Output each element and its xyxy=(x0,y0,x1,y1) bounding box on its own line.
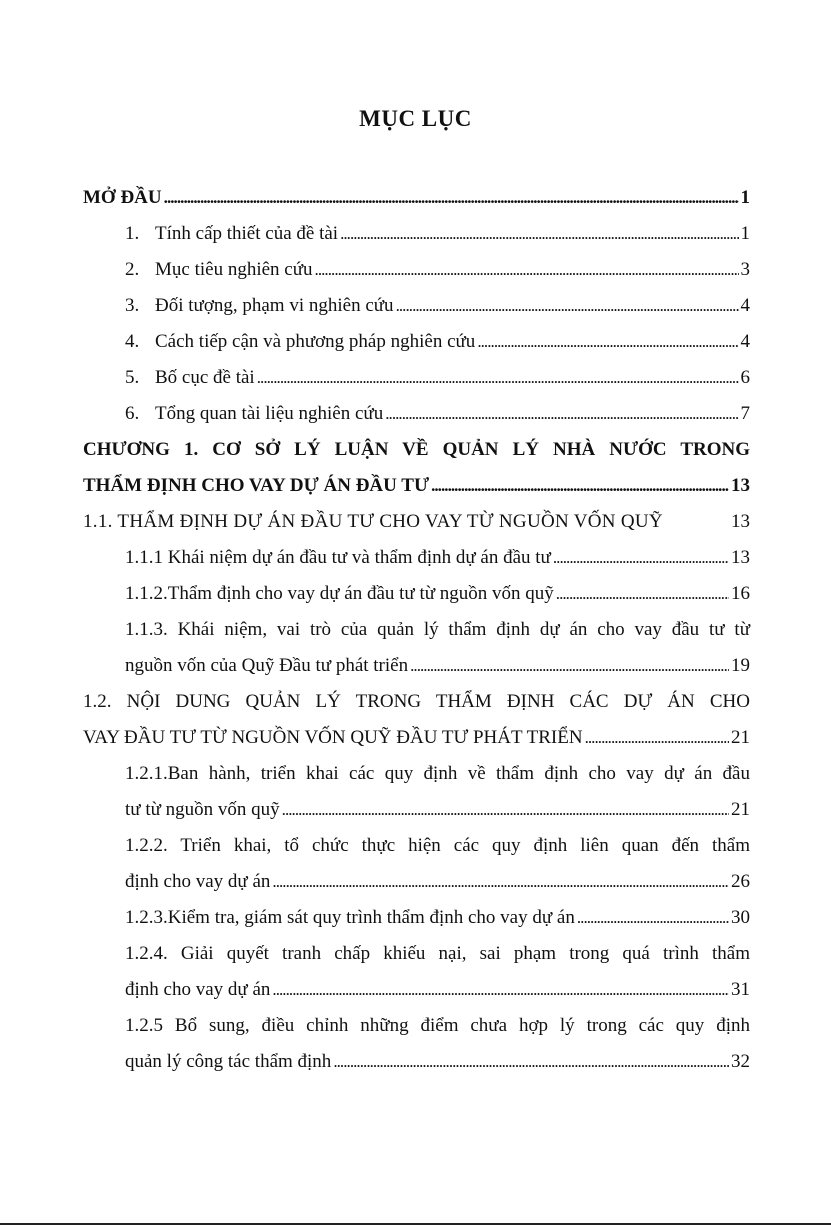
toc-entry-intro-1[interactable] xyxy=(83,216,750,252)
dot-leader xyxy=(431,468,729,504)
table-of-contents xyxy=(83,180,750,1080)
toc-page-number: 13 xyxy=(731,475,750,496)
toc-entry-number: 3. xyxy=(125,295,140,316)
toc-section-1-2-4[interactable] xyxy=(83,972,750,1008)
toc-entry-text: Cách tiếp cận và phương pháp nghiên cứu xyxy=(155,331,476,352)
page-title: MỤC LỤC xyxy=(359,106,472,131)
toc-entry-text: MỞ ĐẦU xyxy=(83,187,162,208)
toc-page-number: 30 xyxy=(731,907,750,928)
toc-entry-intro[interactable] xyxy=(83,180,750,216)
toc-entry-text: Đối tượng, phạm vi nghiên cứu xyxy=(155,295,394,316)
toc-page-number: 3 xyxy=(740,259,750,280)
toc-section-1-2-4-line1[interactable]: 1.2.4. Giải quyết tranh chấp khiếu nại, sai phạm trong quá trình thẩm xyxy=(125,943,750,964)
toc-section-1-1[interactable] xyxy=(83,504,750,540)
dot-leader xyxy=(577,900,729,936)
dot-leader xyxy=(257,360,739,396)
dot-leader xyxy=(477,324,738,360)
dot-leader xyxy=(396,288,739,324)
toc-entry-number: 6. xyxy=(125,403,140,424)
page-bottom-border xyxy=(0,1223,831,1225)
toc-entry-text: 1.1.2.Thẩm định cho vay dự án đầu tư từ nguồn vốn quỹ xyxy=(125,583,554,604)
toc-section-1-2-line1[interactable]: 1.2. NỘI DUNG QUẢN LÝ TRONG THẨM ĐỊNH CÁC DỰ ÁN CHO xyxy=(83,691,750,712)
toc-entry-intro-6[interactable] xyxy=(83,396,750,432)
toc-section-1-2-2-line1[interactable]: 1.2.2. Triển khai, tổ chức thực hiện các quy định liên quan đến thẩm xyxy=(125,835,750,856)
dot-leader xyxy=(553,540,729,576)
toc-entry-text: định cho vay dự án xyxy=(125,871,271,892)
toc-entry-text: 1.1. THẨM ĐỊNH DỰ ÁN ĐẦU TƯ CHO VAY TỪ NGUỒN VỐN QUỸ xyxy=(83,511,663,532)
toc-entry-text: quản lý công tác thẩm định xyxy=(125,1051,332,1072)
toc-entry-number: 2. xyxy=(125,259,140,280)
toc-entry-text: Mục tiêu nghiên cứu xyxy=(155,259,313,280)
dot-leader xyxy=(585,720,729,756)
toc-page-number: 1 xyxy=(740,187,750,208)
toc-page-number: 13 xyxy=(731,511,750,532)
toc-chapter-1[interactable] xyxy=(83,468,750,504)
toc-page-number: 6 xyxy=(740,367,750,388)
toc-page-number: 7 xyxy=(740,403,750,424)
toc-page-number: 21 xyxy=(731,799,750,820)
toc-chapter-1-line1[interactable]: CHƯƠNG 1. CƠ SỞ LÝ LUẬN VỀ QUẢN LÝ NHÀ NƯỚC TRONG xyxy=(83,439,750,460)
dot-leader xyxy=(164,180,739,216)
toc-entry-text: Tính cấp thiết của đề tài xyxy=(155,223,339,244)
toc-section-1-2-3[interactable] xyxy=(83,900,750,936)
toc-section-1-1-1[interactable] xyxy=(83,540,750,576)
dot-leader xyxy=(340,216,738,252)
toc-section-1-2-1[interactable] xyxy=(83,792,750,828)
dot-leader xyxy=(282,792,729,828)
toc-entry-text: 1.1.1 Khái niệm dự án đầu tư và thẩm định dự án đầu tư xyxy=(125,547,551,568)
toc-section-1-2-1-line1[interactable]: 1.2.1.Ban hành, triển khai các quy định về thẩm định cho vay dự án đầu xyxy=(125,763,750,784)
toc-entry-number: 4. xyxy=(125,331,140,352)
toc-entry-intro-3[interactable] xyxy=(83,288,750,324)
toc-entry-text: 1.2.3.Kiểm tra, giám sát quy trình thẩm định cho vay dự án xyxy=(125,907,575,928)
toc-section-1-1-3[interactable] xyxy=(83,648,750,684)
toc-page-number: 21 xyxy=(731,727,750,748)
toc-entry-text: VAY ĐẦU TƯ TỪ NGUỒN VỐN QUỸ ĐẦU TƯ PHÁT TRIỂN xyxy=(83,727,583,748)
toc-entry-number: 1. xyxy=(125,223,140,244)
toc-page-number: 1 xyxy=(740,223,750,244)
dot-leader xyxy=(385,396,738,432)
toc-page-number: 26 xyxy=(731,871,750,892)
dot-leader xyxy=(272,972,729,1008)
toc-entry-number: 5. xyxy=(125,367,140,388)
toc-entry-text: định cho vay dự án xyxy=(125,979,271,1000)
toc-section-1-2-5[interactable] xyxy=(83,1044,750,1080)
toc-page-number: 13 xyxy=(731,547,750,568)
dot-leader xyxy=(315,252,739,288)
toc-section-1-2-2[interactable] xyxy=(83,864,750,900)
toc-section-1-2[interactable] xyxy=(83,720,750,756)
toc-entry-intro-4[interactable] xyxy=(83,324,750,360)
toc-section-1-2-5-line1[interactable]: 1.2.5 Bổ sung, điều chỉnh những điểm chưa hợp lý trong các quy định xyxy=(125,1015,750,1036)
dot-leader xyxy=(272,864,729,900)
toc-page-number: 4 xyxy=(740,295,750,316)
toc-page-number: 16 xyxy=(731,583,750,604)
toc-page-number: 4 xyxy=(740,331,750,352)
toc-entry-intro-2[interactable] xyxy=(83,252,750,288)
toc-section-1-1-3-line1[interactable]: 1.1.3. Khái niệm, vai trò của quản lý thẩm định dự án cho vay đầu tư từ xyxy=(125,619,750,640)
toc-section-1-1-2[interactable] xyxy=(83,576,750,612)
toc-entry-text: THẨM ĐỊNH CHO VAY DỰ ÁN ĐẦU TƯ xyxy=(83,475,430,496)
toc-entry-text: nguồn vốn của Quỹ Đầu tư phát triển xyxy=(125,655,409,676)
dot-leader xyxy=(556,576,729,612)
toc-entry-text: tư từ nguồn vốn quỹ xyxy=(125,799,280,820)
dot-leader xyxy=(410,648,729,684)
toc-entry-text: Tổng quan tài liệu nghiên cứu xyxy=(155,403,384,424)
toc-entry-text: Bố cục đề tài xyxy=(155,367,255,388)
toc-page-number: 31 xyxy=(731,979,750,1000)
toc-entry-intro-5[interactable] xyxy=(83,360,750,396)
toc-page-number: 32 xyxy=(731,1051,750,1072)
dot-leader xyxy=(333,1044,729,1080)
toc-page-number: 19 xyxy=(731,655,750,676)
